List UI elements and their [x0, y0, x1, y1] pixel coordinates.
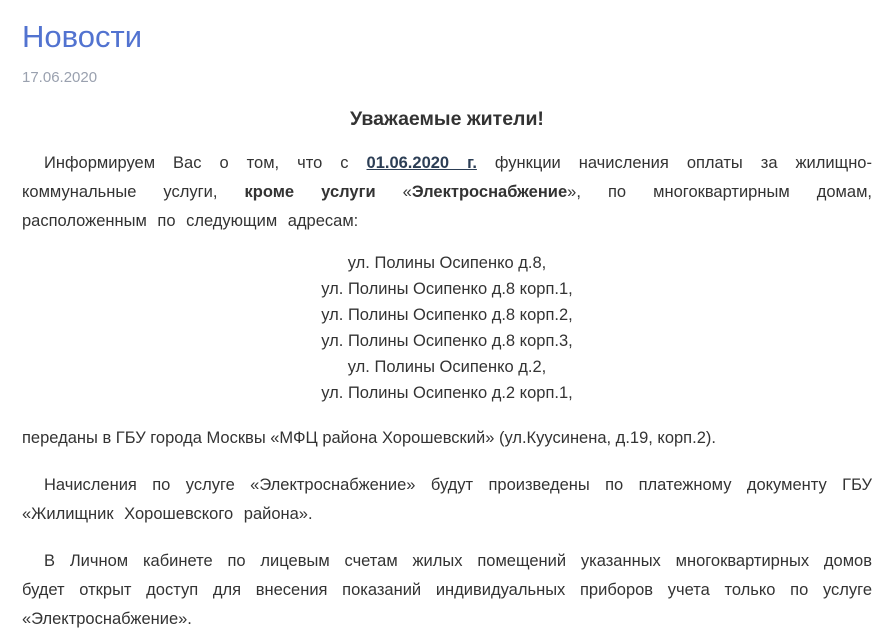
- intro-text-2: функции начисления оплаты за жилищно-коммунальные услуги,: [22, 154, 872, 201]
- news-article: [22, 108, 872, 630]
- transfer-paragraph: переданы в ГБУ города Москвы «МФЦ района Хорошевский» (ул.Куусинена, д.19, корп.2).: [22, 429, 716, 447]
- billing-paragraph: Начисления по услуге «Электроснабжение» будут произведены по платежному документу ГБУ «Жилищник Хорошевского района».: [22, 476, 872, 523]
- address-line: ул. Полины Осипенко д.8,: [347, 254, 547, 272]
- news-date: 17.06.2020: [22, 69, 98, 86]
- address-line: ул. Полины Осипенко д.8 корп.3,: [321, 332, 573, 350]
- intro-text-1: Информируем Вас о том, что с: [44, 154, 367, 172]
- address-line: ул. Полины Осипенко д.2,: [347, 358, 547, 376]
- intro-text-4: », по многоквартирным домам, расположенным по следующим адресам:: [22, 183, 872, 230]
- electricity-bold-text: Электроснабжение: [411, 183, 568, 201]
- address-line: ул. Полины Осипенко д.8 корп.1,: [321, 280, 573, 298]
- intro-text-3: «: [375, 183, 412, 201]
- intro-paragraph: [22, 149, 872, 236]
- page-title: Новости: [22, 19, 143, 54]
- address-line: ул. Полины Осипенко д.2 корп.1,: [321, 384, 573, 402]
- except-service-bold-text: кроме услуги: [244, 183, 376, 201]
- effective-date: 01.06.2020 г.: [366, 154, 477, 172]
- address-list: [22, 250, 872, 406]
- cabinet-paragraph: В Личном кабинете по лицевым счетам жилых помещений указанных многоквартирных домов будет открыт доступ для внесения показаний индивидуальных приборов учета только по услуге «Электроснабжение».: [22, 552, 872, 628]
- address-line: ул. Полины Осипенко д.8 корп.2,: [321, 306, 573, 324]
- greeting-heading: Уважаемые жители!: [350, 108, 544, 130]
